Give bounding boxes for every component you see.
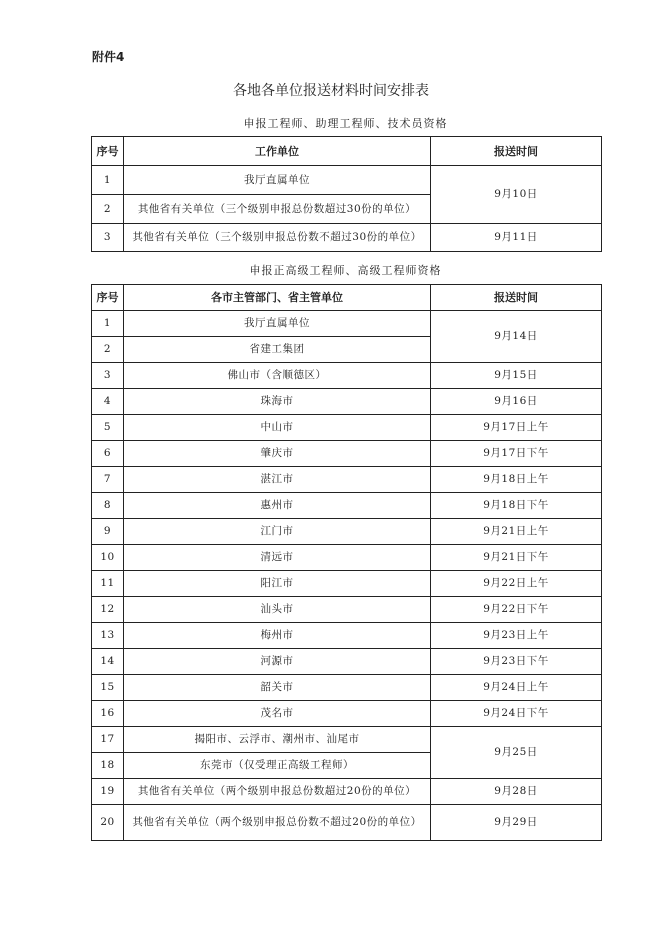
submission-time: 9月18日上午 [431, 467, 602, 493]
row-number: 20 [92, 805, 124, 841]
table-row [92, 311, 602, 337]
row-number: 17 [92, 727, 124, 753]
work-unit: 惠州市 [124, 493, 431, 519]
work-unit: 我厅直属单位 [124, 311, 431, 337]
header-no: 序号 [92, 285, 124, 311]
submission-time: 9月21日上午 [431, 519, 602, 545]
row-number: 1 [92, 166, 124, 195]
row-number: 1 [92, 311, 124, 337]
table-row [92, 779, 602, 805]
header-time: 报送时间 [431, 285, 602, 311]
table-row [92, 389, 602, 415]
submission-time: 9月28日 [431, 779, 602, 805]
header-time: 报送时间 [431, 137, 602, 166]
submission-time: 9月29日 [431, 805, 602, 841]
work-unit: 揭阳市、云浮市、潮州市、汕尾市 [124, 727, 431, 753]
submission-time: 9月17日下午 [431, 441, 602, 467]
schedule-table-1 [91, 136, 602, 252]
submission-time: 9月22日上午 [431, 571, 602, 597]
work-unit: 其他省有关单位（两个级别申报总份数超过20份的单位） [124, 779, 431, 805]
header-no: 序号 [92, 137, 124, 166]
table-row [92, 166, 602, 195]
work-unit: 江门市 [124, 519, 431, 545]
row-number: 6 [92, 441, 124, 467]
header-unit: 工作单位 [124, 137, 431, 166]
table-row [92, 571, 602, 597]
submission-time: 9月23日上午 [431, 623, 602, 649]
table-row [92, 649, 602, 675]
row-number: 5 [92, 415, 124, 441]
work-unit: 韶关市 [124, 675, 431, 701]
attachment-label: 附件4 [92, 50, 125, 64]
row-number: 2 [92, 337, 124, 363]
row-number: 14 [92, 649, 124, 675]
table-row [92, 493, 602, 519]
table-row [92, 441, 602, 467]
row-number: 15 [92, 675, 124, 701]
work-unit: 清远市 [124, 545, 431, 571]
table-row [92, 363, 602, 389]
submission-time: 9月10日 [431, 166, 602, 224]
work-unit: 其他省有关单位（三个级别申报总份数不超过30份的单位） [124, 224, 431, 252]
submission-time: 9月22日下午 [431, 597, 602, 623]
work-unit: 肇庆市 [124, 441, 431, 467]
work-unit: 其他省有关单位（三个级别申报总份数超过30份的单位） [124, 195, 431, 224]
work-unit: 东莞市（仅受理正高级工程师） [124, 753, 431, 779]
work-unit: 河源市 [124, 649, 431, 675]
submission-time: 9月18日下午 [431, 493, 602, 519]
work-unit: 我厅直属单位 [124, 166, 431, 195]
row-number: 13 [92, 623, 124, 649]
table-row [92, 623, 602, 649]
section1-subtitle: 申报工程师、助理工程师、技术员资格 [243, 117, 448, 130]
work-unit: 省建工集团 [124, 337, 431, 363]
row-number: 8 [92, 493, 124, 519]
submission-time: 9月11日 [431, 224, 602, 252]
submission-time: 9月14日 [431, 311, 602, 363]
header-unit: 各市主管部门、省主管单位 [124, 285, 431, 311]
row-number: 7 [92, 467, 124, 493]
work-unit: 珠海市 [124, 389, 431, 415]
table-row [92, 224, 602, 252]
row-number: 2 [92, 195, 124, 224]
table-header-row [92, 137, 602, 166]
row-number: 19 [92, 779, 124, 805]
table-row [92, 597, 602, 623]
schedule-table-2 [91, 284, 602, 841]
work-unit: 梅州市 [124, 623, 431, 649]
submission-time: 9月24日上午 [431, 675, 602, 701]
table-row [92, 675, 602, 701]
section2-subtitle: 申报正高级工程师、高级工程师资格 [249, 264, 442, 277]
submission-time: 9月24日下午 [431, 701, 602, 727]
table-row [92, 545, 602, 571]
table-row [92, 805, 602, 841]
row-number: 12 [92, 597, 124, 623]
work-unit: 中山市 [124, 415, 431, 441]
row-number: 10 [92, 545, 124, 571]
row-number: 3 [92, 363, 124, 389]
submission-time: 9月16日 [431, 389, 602, 415]
table-row [92, 467, 602, 493]
table-row [92, 519, 602, 545]
work-unit: 湛江市 [124, 467, 431, 493]
work-unit: 茂名市 [124, 701, 431, 727]
row-number: 3 [92, 224, 124, 252]
submission-time: 9月17日上午 [431, 415, 602, 441]
work-unit: 其他省有关单位（两个级别申报总份数不超过20份的单位） [124, 805, 431, 841]
table-row [92, 727, 602, 753]
submission-time: 9月25日 [431, 727, 602, 779]
work-unit: 佛山市（含顺德区） [124, 363, 431, 389]
row-number: 4 [92, 389, 124, 415]
work-unit: 阳江市 [124, 571, 431, 597]
row-number: 16 [92, 701, 124, 727]
table-row [92, 415, 602, 441]
row-number: 18 [92, 753, 124, 779]
work-unit: 汕头市 [124, 597, 431, 623]
table-row [92, 701, 602, 727]
submission-time: 9月15日 [431, 363, 602, 389]
row-number: 9 [92, 519, 124, 545]
table-header-row [92, 285, 602, 311]
submission-time: 9月23日下午 [431, 649, 602, 675]
submission-time: 9月21日下午 [431, 545, 602, 571]
document-title: 各地各单位报送材料时间安排表 [233, 83, 429, 99]
row-number: 11 [92, 571, 124, 597]
